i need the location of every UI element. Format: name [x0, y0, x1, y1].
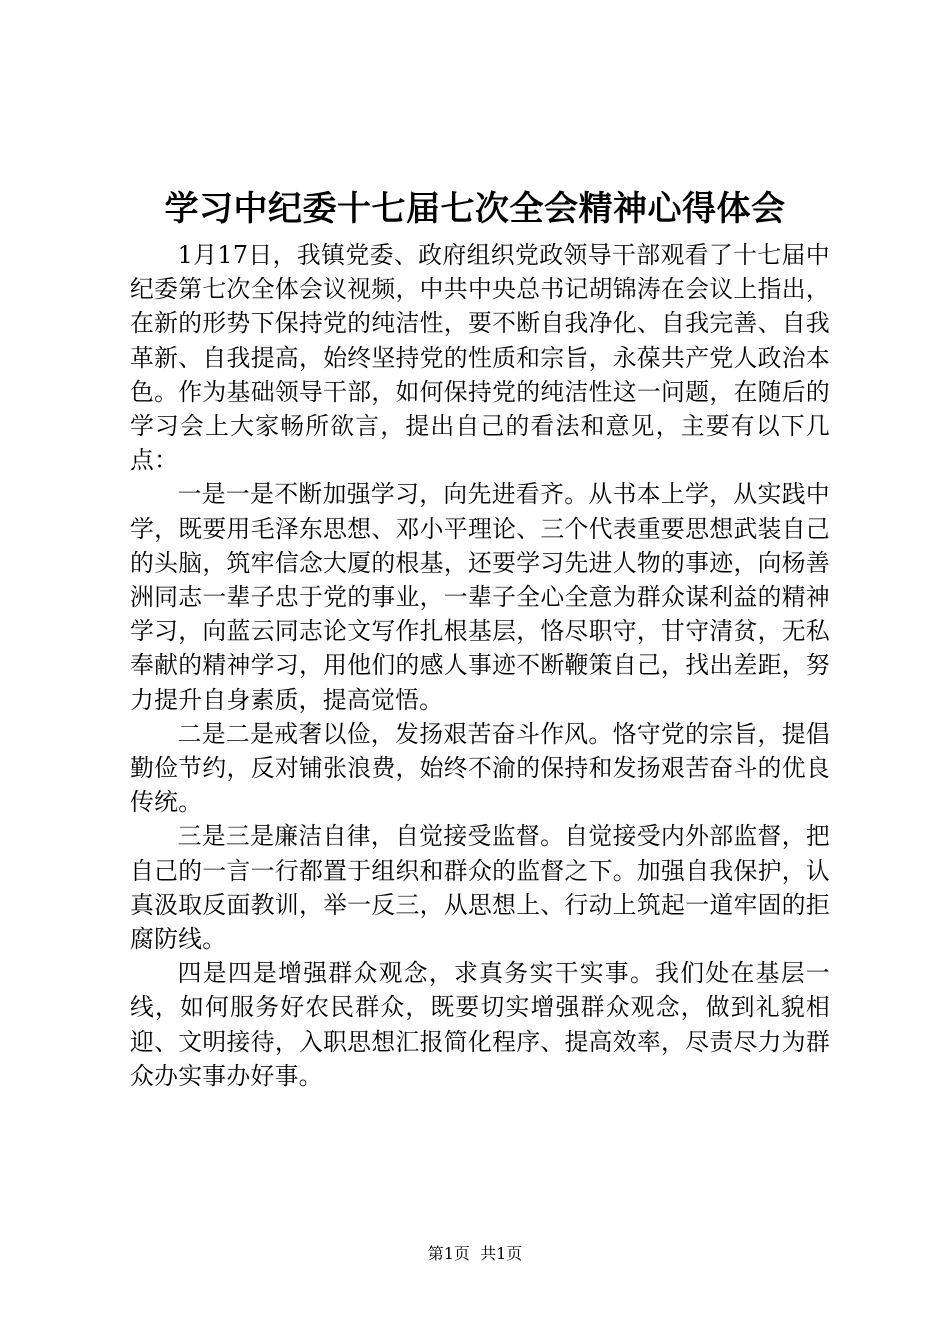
paragraph-intro: 1月17日，我镇党委、政府组织党政领导干部观看了十七届中纪委第七次全体会议视频，中共中央总书记胡锦涛在会议上指出，在新的形势下保持党的纯洁性，要不断自我净化、自我完善、自我革新、自我提高，始终坚持党的性质和宗旨，永葆共产党人政治本色。作为基础领导干部，如何保持党的纯洁性这一问题，在随后的学习会上大家畅所欲言，提出自己的看法和意见，主要有以下几点：: [130, 241, 830, 475]
page-footer: [0, 1243, 950, 1265]
document-title: 学习中纪委十七届七次全会精神心得体会: [164, 189, 786, 229]
page-number: 第1页: [427, 1244, 470, 1263]
page-total: 共1页: [480, 1244, 523, 1263]
paragraph-point-2: 二是二是戒奢以俭，发扬艰苦奋斗作风。恪守党的宗旨，提倡勤俭节约，反对铺张浪费，始终不渝的保持和发扬艰苦奋斗的优良传统。: [130, 719, 830, 817]
document-body: [130, 238, 830, 1093]
paragraph-point-3: 三是三是廉洁自律，自觉接受监督。自觉接受内外部监督，把自己的一言一行都置于组织和群众的监督之下。加强自我保护，认真汲取反面教训，举一反三，从思想上、行动上筑起一道牢固的拒腐防线。: [130, 822, 830, 954]
paragraph-point-1: 一是一是不断加强学习，向先进看齐。从书本上学，从实践中学，既要用毛泽东思想、邓小平理论、三个代表重要思想武装自己的头脑，筑牢信念大厦的根基，还要学习先进人物的事迹，向杨善洲同志一辈子忠于党的事业，一辈子全心全意为群众谋利益的精神学习，向蓝云同志论文写作扎根基层，恪尽职守，甘守清贫，无私奉献的精神学习，用他们的感人事迹不断鞭策自己，找出差距，努力提升自身素质，提高觉悟。: [130, 480, 830, 714]
paragraph-point-4: 四是四是增强群众观念，求真务实干实事。我们处在基层一线，如何服务好农民群众，既要切实增强群众观念，做到礼貌相迎、文明接待，入职思想汇报简化程序、提高效率，尽责尽力为群众办实事办好事。: [130, 959, 830, 1090]
